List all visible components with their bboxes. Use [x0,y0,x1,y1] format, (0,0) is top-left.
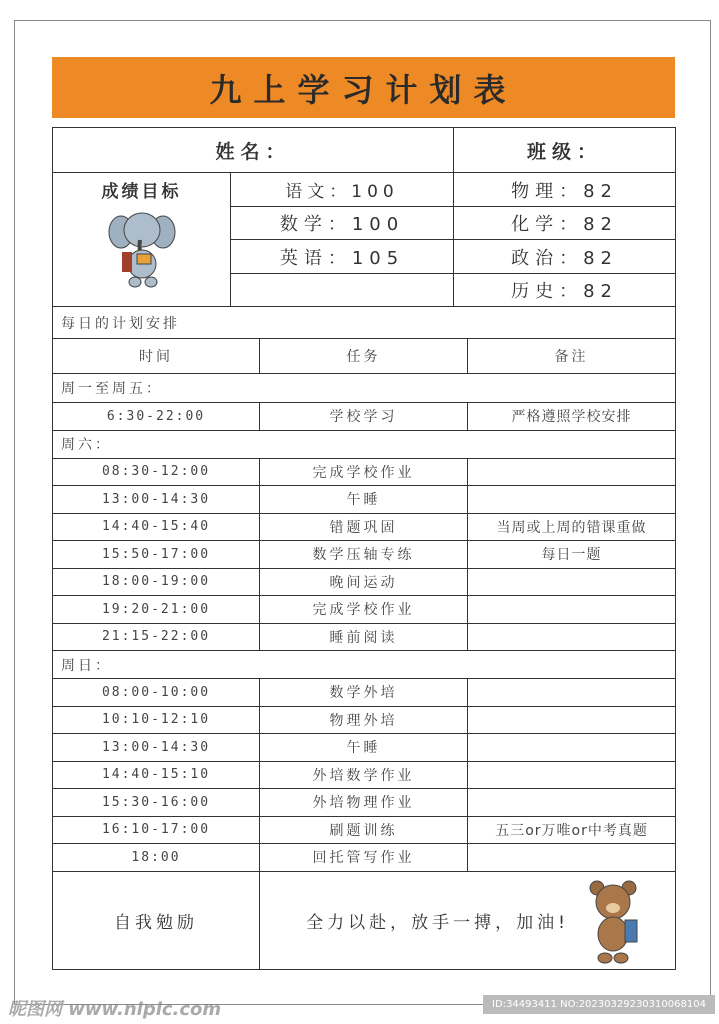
note-cell: 五三or万唯or中考真题 [468,816,676,844]
note-cell [468,458,676,486]
elephant-icon [107,202,177,288]
time-cell: 18:00 [53,844,260,872]
table-row [53,596,676,624]
goals-cell [53,173,231,307]
note-cell [468,568,676,596]
plan-table [52,127,676,970]
header-time: 时间 [53,339,260,374]
time-cell: 08:30-12:00 [53,458,260,486]
task-cell: 外培物理作业 [260,789,468,817]
table-row [53,816,676,844]
class-field: 班级： [454,128,676,173]
note-cell [468,679,676,707]
table-row [53,568,676,596]
motivation-cell [260,871,676,969]
table-row [53,513,676,541]
goal-english: 英语：105 [231,240,454,274]
task-cell: 午睡 [260,486,468,514]
note-cell: 每日一题 [468,541,676,569]
table-row [53,679,676,707]
time-cell: 14:40-15:40 [53,513,260,541]
section-sunday: 周日： [53,651,676,679]
task-cell: 刷题训练 [260,816,468,844]
note-cell [468,706,676,734]
note-cell [468,761,676,789]
time-cell: 21:15-22:00 [53,623,260,651]
time-cell: 6:30-22:00 [53,403,260,431]
note-cell [468,789,676,817]
task-cell: 物理外培 [260,706,468,734]
goal-physics: 物理：82 [454,173,676,207]
time-cell: 14:40-15:10 [53,761,260,789]
task-cell: 外培数学作业 [260,761,468,789]
time-cell: 15:30-16:00 [53,789,260,817]
note-cell [468,486,676,514]
image-id-label: ID:34493411 NO:20230329230310068104 [483,995,715,1014]
note-cell [468,844,676,872]
goal-math: 数学：100 [231,207,454,240]
table-row [53,844,676,872]
goal-chinese: 语文：100 [231,173,454,207]
daily-plan-label: 每日的计划安排 [53,307,676,339]
header-task: 任务 [260,339,468,374]
time-cell: 08:00-10:00 [53,679,260,707]
table-row [53,734,676,762]
table-row [53,706,676,734]
motivation-label: 自我勉励 [53,871,260,969]
header-note: 备注 [468,339,676,374]
note-cell [468,734,676,762]
table-row [53,403,676,431]
note-cell: 当周或上周的错课重做 [468,513,676,541]
task-cell: 完成学校作业 [260,596,468,624]
name-field: 姓名： [53,128,454,173]
table-row [53,789,676,817]
watermark-logo: 昵图网 www.nipic.com [8,999,222,1020]
section-saturday: 周六： [53,430,676,458]
table-row [53,541,676,569]
time-cell: 13:00-14:30 [53,486,260,514]
task-cell: 数学外培 [260,679,468,707]
note-cell [468,596,676,624]
task-cell: 睡前阅读 [260,623,468,651]
table-row [53,486,676,514]
note-cell: 严格遵照学校安排 [468,403,676,431]
task-cell: 数学压轴专练 [260,541,468,569]
task-cell: 完成学校作业 [260,458,468,486]
goal-politics: 政治：82 [454,240,676,274]
bear-icon [581,876,645,966]
time-cell: 19:20-21:00 [53,596,260,624]
task-cell: 晚间运动 [260,568,468,596]
goals-label: 成绩目标 [101,182,182,202]
task-cell: 学校学习 [260,403,468,431]
time-cell: 18:00-19:00 [53,568,260,596]
goal-history: 历史：82 [454,274,676,307]
table-row [53,761,676,789]
motivation-text: 全力以赴，放手一搏，加油! [306,912,569,933]
task-cell: 午睡 [260,734,468,762]
task-cell: 错题巩固 [260,513,468,541]
time-cell: 16:10-17:00 [53,816,260,844]
note-cell [468,623,676,651]
table-row [53,623,676,651]
goal-empty [231,274,454,307]
section-weekday: 周一至周五： [53,374,676,403]
table-row [53,458,676,486]
time-cell: 10:10-12:10 [53,706,260,734]
time-cell: 15:50-17:00 [53,541,260,569]
task-cell: 回托管写作业 [260,844,468,872]
page-title: 九上学习计划表 [52,57,675,118]
time-cell: 13:00-14:30 [53,734,260,762]
goal-chemistry: 化学：82 [454,207,676,240]
